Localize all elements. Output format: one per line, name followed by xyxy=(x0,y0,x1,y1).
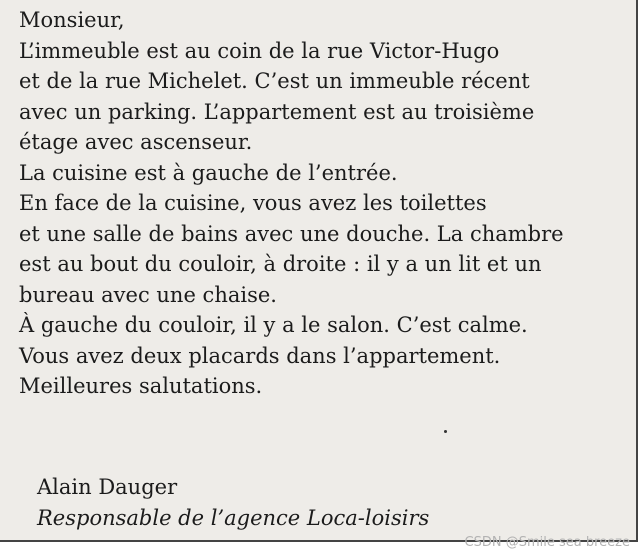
print-speck xyxy=(444,430,447,433)
letter-line-salutation: Monsieur, xyxy=(19,8,125,32)
margin-right xyxy=(638,0,644,556)
letter-body xyxy=(19,5,564,402)
letter-line: et de la rue Michelet. C’est un immeuble récent xyxy=(19,69,530,93)
letter-line-closing: Meilleures salutations. xyxy=(19,374,263,398)
letter-line: avec un parking. L’appartement est au troisième xyxy=(19,99,535,124)
letter-line: Vous avez deux placards dans l’appartement. xyxy=(19,343,501,368)
letter-line: En face de la cuisine, vous avez les toilettes xyxy=(19,191,487,215)
letter-line: étage avec ascenseur. xyxy=(19,130,253,154)
letter-line: La cuisine est à gauche de l’entrée. xyxy=(19,160,398,185)
letter-line: À gauche du couloir, il y a le salon. C’est calme. xyxy=(19,313,528,337)
letter-line: et une salle de bains avec une douche. La chambre xyxy=(19,221,564,246)
signature-role: Responsable de l’agence Loca-loisirs xyxy=(37,506,430,530)
letter-line: L’immeuble est au coin de la rue Victor-Hugo xyxy=(19,38,500,63)
letter-line: est au bout du couloir, à droite : il y a un lit et un xyxy=(19,252,542,276)
letter-line: bureau avec une chaise. xyxy=(19,282,277,307)
watermark-text: CSDN @Smile sea breeze xyxy=(464,535,630,550)
letter-signature xyxy=(37,472,429,534)
signature-name: Alain Dauger xyxy=(37,475,178,499)
